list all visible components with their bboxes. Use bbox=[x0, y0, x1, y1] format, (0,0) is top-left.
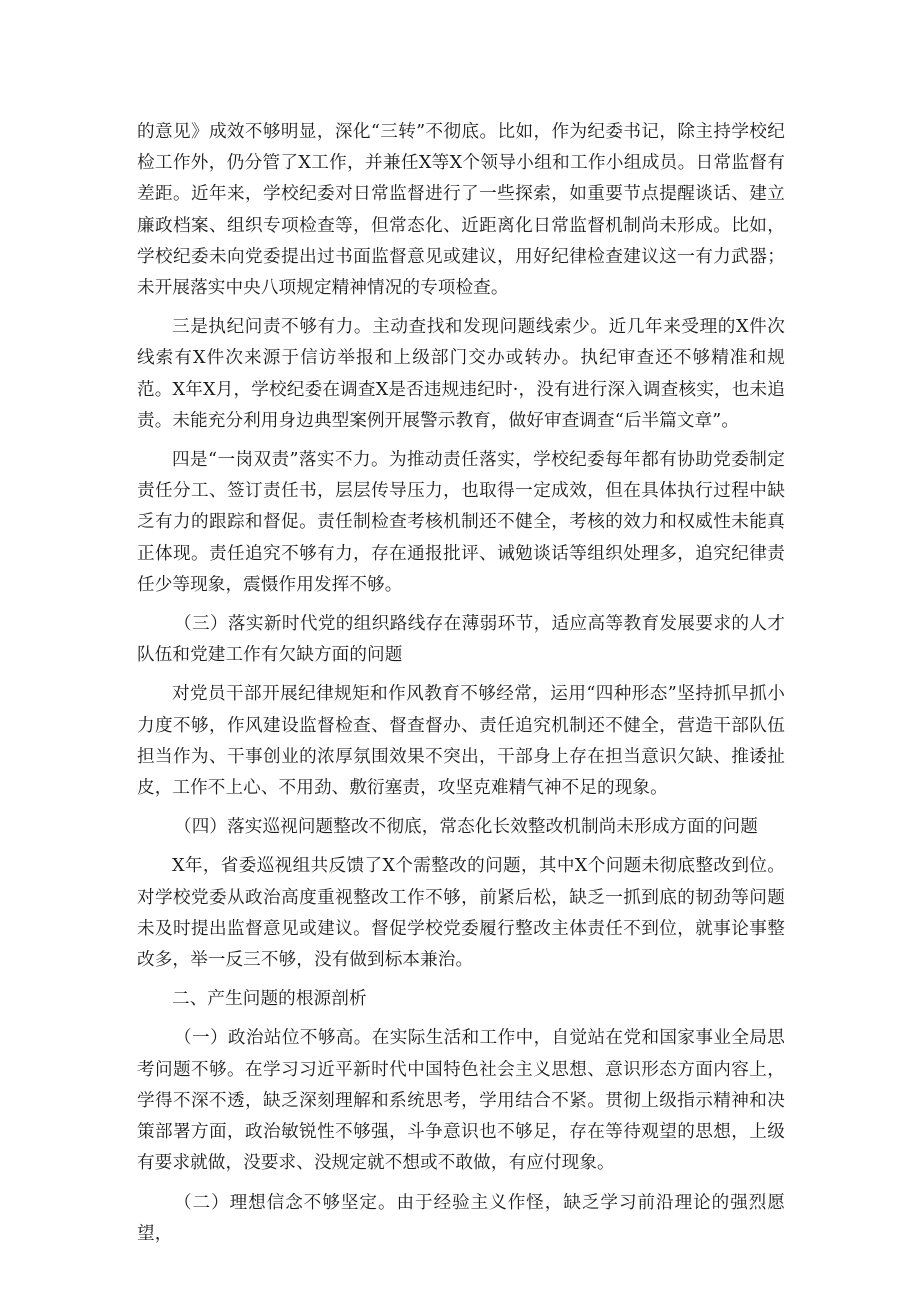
paragraph-dual-responsibility: 四是“一岗双责”落实不力。为推动责任落实，学校纪委每年都有协助党委制定责任分工、签订责任书，层层传导压力，也取得一定成效，但在具体执行过程中缺乏有力的跟踪和督促。责任制检查考核机制还不健全，考核的效力和权威性未能真正体现。责任追究不够有力，存在通报批评、诫勉谈话等组织处理多，追究纪律责任少等现象，震慑作用发挥不够。 bbox=[137, 450, 785, 595]
document-page bbox=[137, 117, 785, 1250]
chapter-heading-root-causes: 二、产生问题的根源剖析 bbox=[172, 989, 367, 1010]
paragraph-political-stance: （一）政治站位不够高。在实际生活和工作中，自觉站在党和国家事业全局思考问题不够。在学习习近平新时代中国特色社会主义思想、意识形态方面内容上，学得不深不透，缺乏深刻理解和系统思考，学用结合不紧。贯彻上级指示精神和决策部署方面，政治敏锐性不够强，斗争意识也不够足，存在等待观望的思想，上级有要求就做，没要求、没规定就不想或不敢做，有应付现象。 bbox=[137, 1028, 785, 1174]
section-heading-3: （三）落实新时代党的组织路线存在薄弱环节，适应高等教育发展要求的人才队伍和党建工作有欠缺方面的问题 bbox=[137, 614, 785, 666]
paragraph-continuation: 的意见》成效不够明显，深化“三转”不彻底。比如，作为纪委书记，除主持学校纪检工作外，仍分管了X工作，并兼任X等X个领导小组和工作小组成员。日常监督有差距。近年来，学校纪委对日常监督进行了一些探索，如重要节点提醒谈话、建立廉政档案、组织专项检查等，但常态化、近距离化日常监督机制尚未形成。比如，学校纪委未向党委提出过书面监督意见或建议，用好纪律检查建议这一有力武器；未开展落实中央八项规定精神情况的专项检查。 bbox=[137, 122, 785, 299]
paragraph-discipline-education: 对党员干部开展纪律规矩和作风教育不够经常，运用“四种形态”坚持抓早抓小力度不够，作风建设监督检查、督查督办、责任追究机制还不健全，营造干部队伍担当作为、干事创业的浓厚氛围效果不突出，干部身上存在担当意识欠缺、推诿扯皮，工作不上心、不用劲、敷衍塞责，攻坚克难精气神不足的现象。 bbox=[137, 684, 785, 799]
paragraph-accountability: 三是执纪问责不够有力。主动查找和发现问题线索少。近几年来受理的X件次线索有X件次来源于信访举报和上级部门交办或转办。执纪审查还不够精准和规范。X年X月，学校纪委在调查X是否违规违纪时·，没有进行深入调查核实，也未追责。未能充分利用身边典型案例开展警示教育，做好审查调查“后半篇文章”。 bbox=[137, 317, 785, 431]
section-heading-4: （四）落实巡视问题整改不彻底，常态化长效整改机制尚未形成方面的问题 bbox=[174, 817, 758, 838]
paragraph-ideals-beliefs: （二）理想信念不够坚定。由于经验主义作怪，缺乏学习前沿理论的强烈愿望， bbox=[137, 1192, 785, 1244]
paragraph-inspection-rectification: X年，省委巡视组共反馈了X个需整改的问题，其中X个问题未彻底整改到位。对学校党委从政治高度重视整改工作不够，前紧后松，缺乏一抓到底的韧劲等问题未及时提出监督意见或建议。督促学校党委履行整改主体责任不到位，就事论事整改多，举一反三不够，没有做到标本兼治。 bbox=[137, 856, 785, 971]
